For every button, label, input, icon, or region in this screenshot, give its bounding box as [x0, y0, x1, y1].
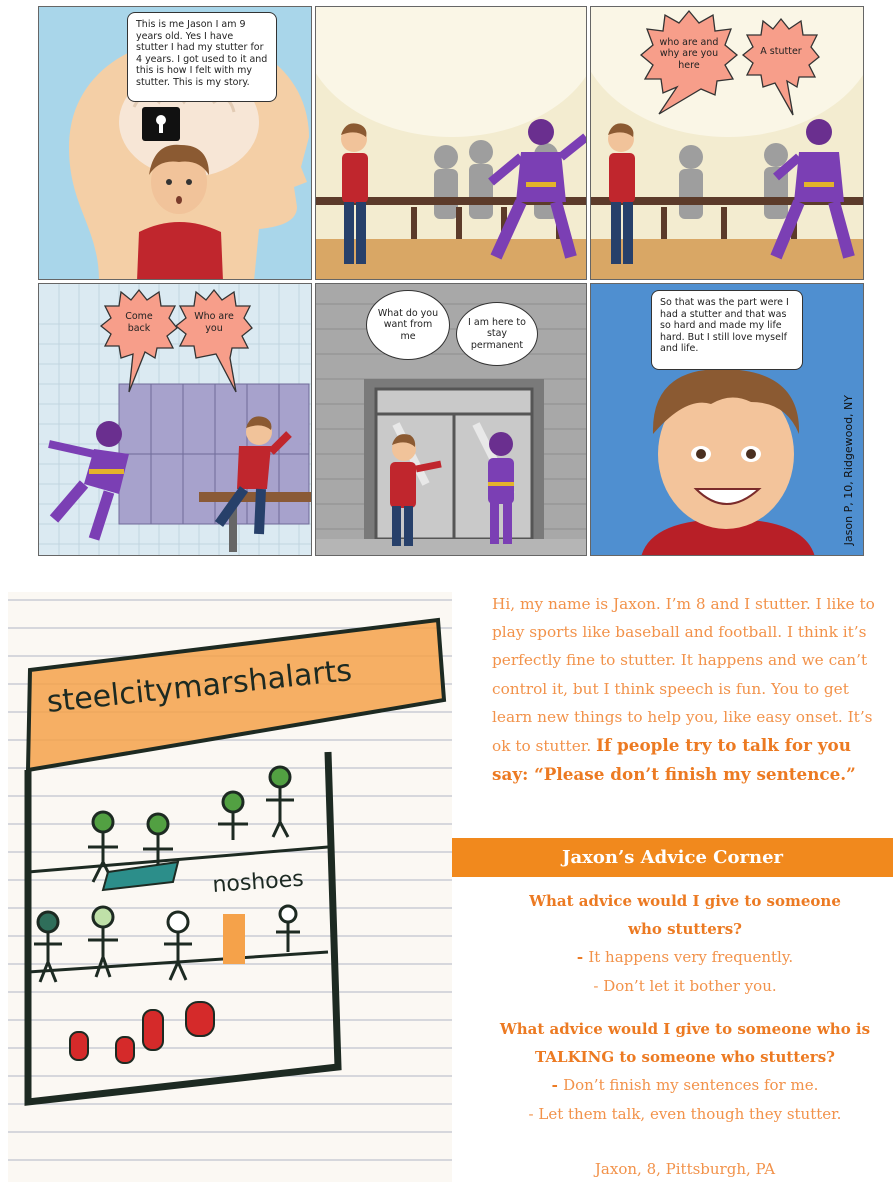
advice-answer-2b: - Let them talk, even though they stutter.	[528, 1104, 842, 1123]
spiky-bubble-question	[639, 9, 739, 99]
author-signature: Jaxon, 8, Pittsburgh, PA	[594, 1160, 776, 1178]
spiky-bubble-who-are-you-text: Who are you	[194, 311, 234, 334]
spiky-bubble-come-back	[99, 288, 179, 358]
comic-panel-4	[38, 283, 312, 556]
speech-bubble-here-to-stay-text: I am here to stay permanent	[468, 316, 526, 351]
intro-bold-quote: If people try to talk for you say: “Please don’t finish my sentence.”	[492, 735, 856, 785]
speech-bubble-here-to-stay	[456, 302, 538, 366]
notebook-paper-drawing-illustration	[8, 592, 452, 1182]
comic-panel-5	[315, 283, 587, 556]
comic-credit: Jason P, 10, Ridgewood, NY	[842, 394, 855, 545]
classroom-scene-illustration	[316, 7, 587, 280]
spiky-bubble-who-are-you	[174, 288, 254, 358]
advice-section-1	[480, 887, 890, 1000]
advice-answer-1a: - It happens very frequently.	[576, 948, 794, 967]
advice-corner-banner	[452, 838, 893, 877]
comic-panel-3	[590, 6, 864, 280]
speech-bubble-what-do-you-want-text: What do you want from me	[377, 307, 439, 342]
comic-panel-1	[38, 6, 312, 280]
advice-corner-title: Jaxon’s Advice Corner	[561, 847, 784, 868]
drawing-floor-text: noshoes	[211, 866, 305, 898]
advice-section-2	[480, 1015, 890, 1128]
child-drawing	[8, 592, 452, 1182]
advice-question-1: What advice would I give to someone who stutters?	[529, 892, 841, 939]
spiky-bubble-question-text: who are and why are you here	[659, 36, 719, 71]
advice-question-2: What advice would I give to someone who is TALKING to someone who stutters?	[499, 1020, 871, 1067]
spiky-bubble-answer-text: A stutter	[760, 46, 802, 58]
spiky-bubble-answer	[741, 17, 821, 87]
drawing-sign-text: steelcitymarshalarts	[45, 653, 354, 720]
comic-panel-6	[590, 283, 864, 556]
intro-text: Hi, my name is Jaxon. I’m 8 and I stutter. I like to play sports like baseball and football. I think it’s perfectly fine to stutter. It happens and we can’t control it, but I think speech is fun. You to get learn new things to help you, like easy onset. It’s ok to stutter.	[492, 595, 875, 756]
school-entrance-illustration	[316, 284, 587, 556]
advice-answer-2a: - Don’t finish my sentences for me.	[551, 1076, 819, 1095]
speech-bubble-what-do-you-want	[366, 290, 450, 360]
speech-bubble-conclusion: So that was the part were I had a stutter and that was so hard and made my life hard. But I still love myself and life.	[651, 290, 803, 370]
advice-answer-1b: - Don’t let it bother you.	[593, 976, 777, 995]
comic-strip	[38, 6, 864, 556]
spiky-bubble-come-back-text: Come back	[125, 311, 153, 334]
comic-panel-2	[315, 6, 587, 280]
speech-bubble-intro: This is me Jason I am 9 years old. Yes I have stutter I had my stutter for 4 years. I got used to it and this is how I felt with my stutter. This is my story.	[127, 12, 277, 102]
intro-paragraph	[492, 590, 877, 789]
